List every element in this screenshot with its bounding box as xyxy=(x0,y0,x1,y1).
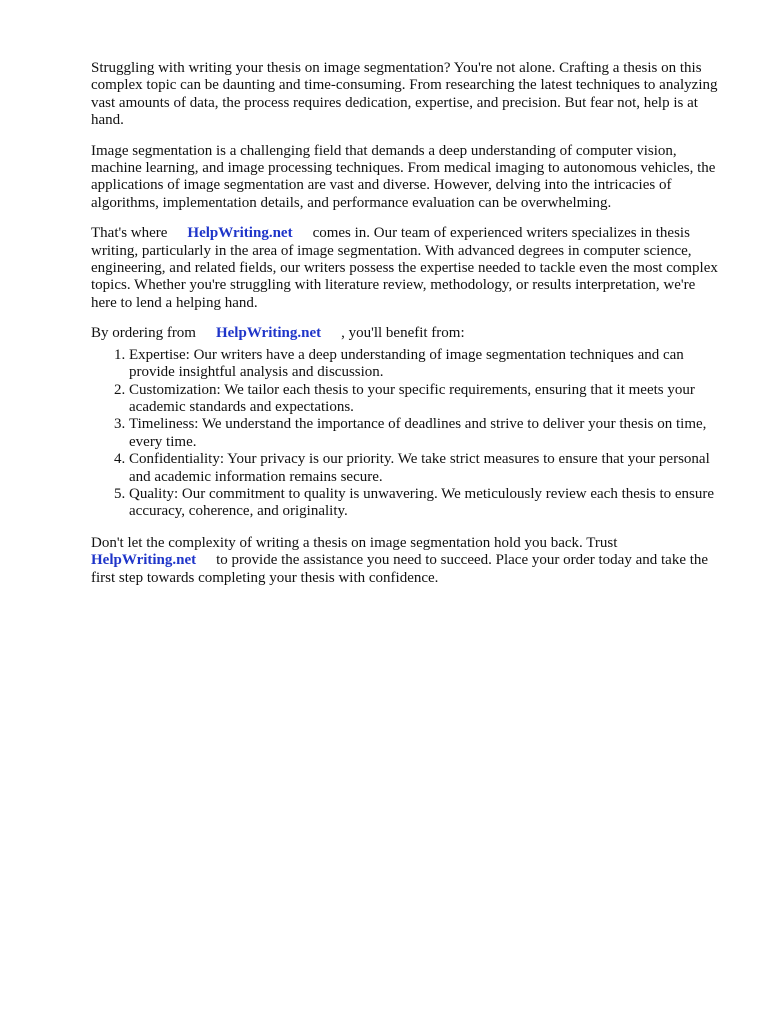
benefit-item-quality: 5. Quality: Our commitment to quality is unwavering. We meticulously review each thesis to ensure accuracy, coherence, and originality. xyxy=(129,486,721,521)
where-text-before: That's where xyxy=(91,225,168,242)
challenge-paragraph: Image segmentation is a challenging field that demands a deep understanding of computer vision, machine learning, and image processing techniques. From medical imaging to autonomous vehicles, the applications of image segmentation are vast and diverse. However, delving into the intricacies of algorithms, implementation details, and performance evaluation can be overwhelming. xyxy=(91,142,716,211)
benefit-item-expertise: 1. Expertise: Our writers have a deep understanding of image segmentation techniques and can provide insightful analysis and discussion. xyxy=(129,347,721,382)
document-page xyxy=(91,60,721,600)
benefits-list xyxy=(91,347,721,521)
closing-paragraph xyxy=(91,535,721,587)
ordering-paragraph xyxy=(91,325,721,342)
benefit-item-timeliness: 3. Timeliness: We understand the importance of deadlines and strive to deliver your thesis on time, every time. xyxy=(129,416,721,451)
helpwriting-link[interactable]: HelpWriting.net xyxy=(187,225,293,242)
closing-text-before: Don't let the complexity of writing a thesis on image segmentation hold you back. Trust xyxy=(91,534,618,551)
intro-paragraph: Struggling with writing your thesis on image segmentation? You're not alone. Crafting a thesis on this complex topic can be daunting and time-consuming. From researching the latest techniques to analyzing vast amounts of data, the process requires dedication, expertise, and precision. But fear not, help is at hand. xyxy=(91,60,718,129)
helpwriting-link[interactable]: HelpWriting.net xyxy=(215,325,322,342)
where-paragraph xyxy=(91,225,721,312)
ordering-text-before: By ordering from xyxy=(91,325,196,342)
benefit-item-customization: 2. Customization: We tailor each thesis to your specific requirements, ensuring that it meets your academic standards and expectations. xyxy=(129,382,721,417)
ordering-text-after: , you'll benefit from: xyxy=(341,325,465,342)
benefit-item-confidentiality: 4. Confidentiality: Your privacy is our priority. We take strict measures to ensure that your personal and academic information remains secure. xyxy=(129,451,721,486)
helpwriting-link[interactable]: HelpWriting.net xyxy=(91,552,197,569)
closing-text-after: to provide the assistance you need to succeed. Place your order today and take the first step towards completing your thesis with confidence. xyxy=(91,552,709,586)
where-text-after: comes in. Our team of experienced writers specializes in thesis writing, particularly in the area of image segmentation. With advanced degrees in computer science, engineering, and related fields, our writers possess the expertise needed to tackle even the most complex topics. Whether you're struggling with literature review, methodology, or results interpretation, we're here to lend a helping hand. xyxy=(91,225,718,311)
